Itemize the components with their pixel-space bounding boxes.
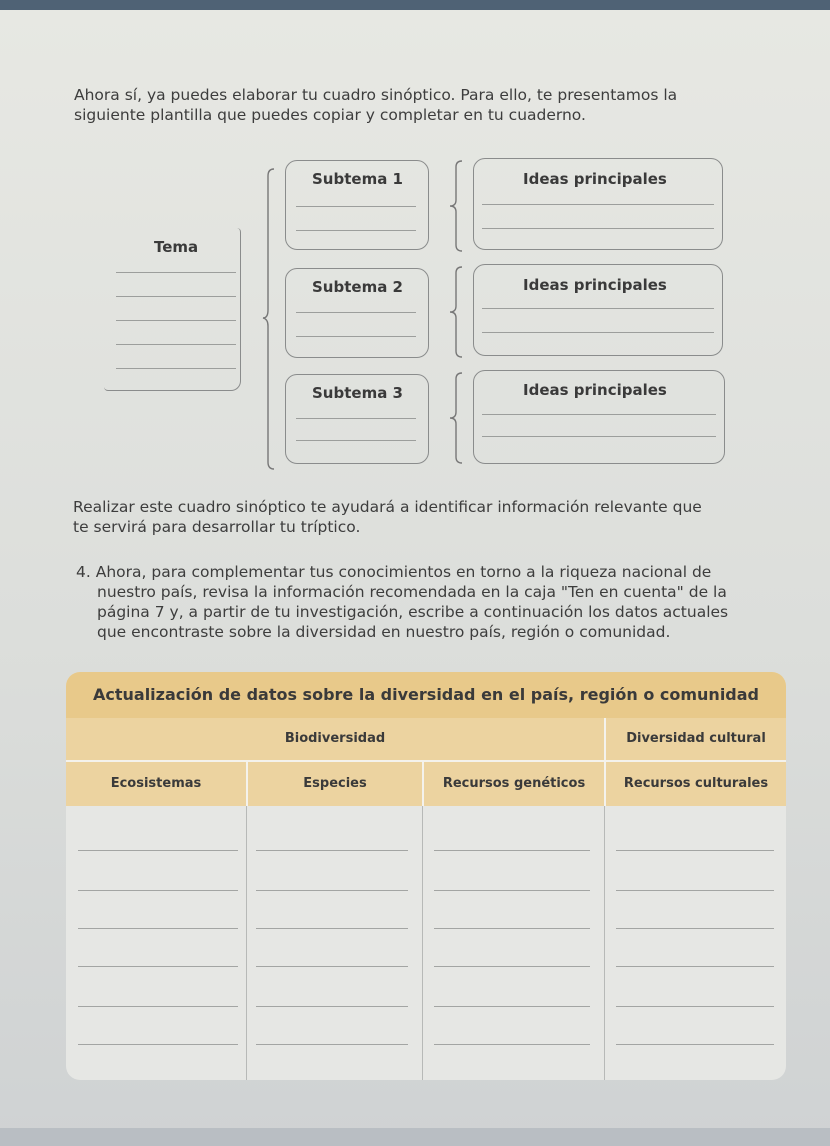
table-write-line	[434, 890, 590, 891]
subtema-write-line	[296, 336, 416, 337]
subtema-1-label: Subtema 1	[312, 170, 403, 188]
intro-line-1: Ahora sí, ya puedes elaborar tu cuadro sinóptico. Para ello, te presentamos la	[74, 86, 678, 104]
diversidad-cultural-header: Diversidad cultural	[606, 718, 786, 760]
subtema-1-brace	[448, 160, 464, 252]
subtema-3-label: Subtema 3	[312, 384, 403, 402]
ideas-2-label: Ideas principales	[523, 276, 667, 294]
subtema-write-line	[296, 206, 416, 207]
ideas-write-line	[482, 228, 714, 229]
table-write-line	[256, 928, 408, 929]
table-separator	[604, 806, 605, 1080]
table-write-line	[256, 966, 408, 967]
table-write-line	[434, 1006, 590, 1007]
activity-4-line-2: nuestro país, revisa la información recomendada en la caja "Ten en cuenta" de la	[97, 583, 727, 601]
table-write-line	[256, 890, 408, 891]
table-write-line	[616, 1044, 774, 1045]
col-recursos-culturales: Recursos culturales	[606, 762, 786, 806]
table-title: Actualización de datos sobre la diversidad en el país, región o comunidad	[66, 672, 786, 718]
table-write-line	[256, 850, 408, 851]
table-write-line	[434, 928, 590, 929]
table-write-line	[616, 928, 774, 929]
ideas-write-line	[482, 436, 716, 437]
table-write-line	[434, 966, 590, 967]
diversity-data-table	[66, 672, 786, 1080]
table-write-line	[78, 1006, 238, 1007]
bottom-background-strip	[0, 1128, 830, 1146]
biodiversidad-header: Biodiversidad	[66, 718, 604, 760]
activity-4-line-1: 4. Ahora, para complementar tus conocimientos en torno a la riqueza nacional de	[76, 563, 712, 581]
table-write-line	[78, 928, 238, 929]
activity-4-line-4: que encontraste sobre la diversidad en nuestro país, región o comunidad.	[97, 623, 671, 641]
col-recursos-geneticos: Recursos genéticos	[424, 762, 604, 806]
col-ecosistemas: Ecosistemas	[66, 762, 246, 806]
tema-write-line	[116, 296, 236, 297]
tema-label: Tema	[154, 238, 199, 256]
ideas-3-label: Ideas principales	[523, 381, 667, 399]
subtema-2-label: Subtema 2	[312, 278, 403, 296]
table-write-line	[256, 1044, 408, 1045]
table-write-line	[616, 850, 774, 851]
tema-write-line	[116, 320, 236, 321]
table-write-line	[256, 1006, 408, 1007]
intro-line-2: siguiente plantilla que puedes copiar y completar en tu cuaderno.	[74, 106, 586, 124]
tema-write-line	[116, 368, 236, 369]
col-especies: Especies	[248, 762, 422, 806]
table-write-line	[616, 966, 774, 967]
subtema-3-brace	[448, 372, 464, 464]
subtema-write-line	[296, 440, 416, 441]
subtema-2-brace	[448, 266, 464, 358]
table-write-line	[434, 850, 590, 851]
table-write-line	[78, 850, 238, 851]
tema-write-line	[116, 344, 236, 345]
subtema-write-line	[296, 230, 416, 231]
table-write-line	[78, 890, 238, 891]
main-brace	[262, 168, 276, 470]
ideas-write-line	[482, 332, 714, 333]
table-separator	[422, 806, 423, 1080]
table-write-line	[434, 1044, 590, 1045]
subtema-write-line	[296, 418, 416, 419]
activity-4-line-3: página 7 y, a partir de tu investigación, escribe a continuación los datos actuales	[97, 603, 729, 621]
table-separator	[246, 806, 247, 1080]
table-write-line	[616, 890, 774, 891]
note-line-2: te servirá para desarrollar tu tríptico.	[73, 518, 361, 536]
subtema-write-line	[296, 312, 416, 313]
ideas-write-line	[482, 204, 714, 205]
table-write-line	[78, 1044, 238, 1045]
ideas-1-label: Ideas principales	[523, 170, 667, 188]
tema-write-line	[116, 272, 236, 273]
ideas-write-line	[482, 308, 714, 309]
ideas-write-line	[482, 414, 716, 415]
table-write-line	[616, 1006, 774, 1007]
note-line-1: Realizar este cuadro sinóptico te ayudará a identificar información relevante que	[73, 498, 702, 516]
table-write-line	[78, 966, 238, 967]
